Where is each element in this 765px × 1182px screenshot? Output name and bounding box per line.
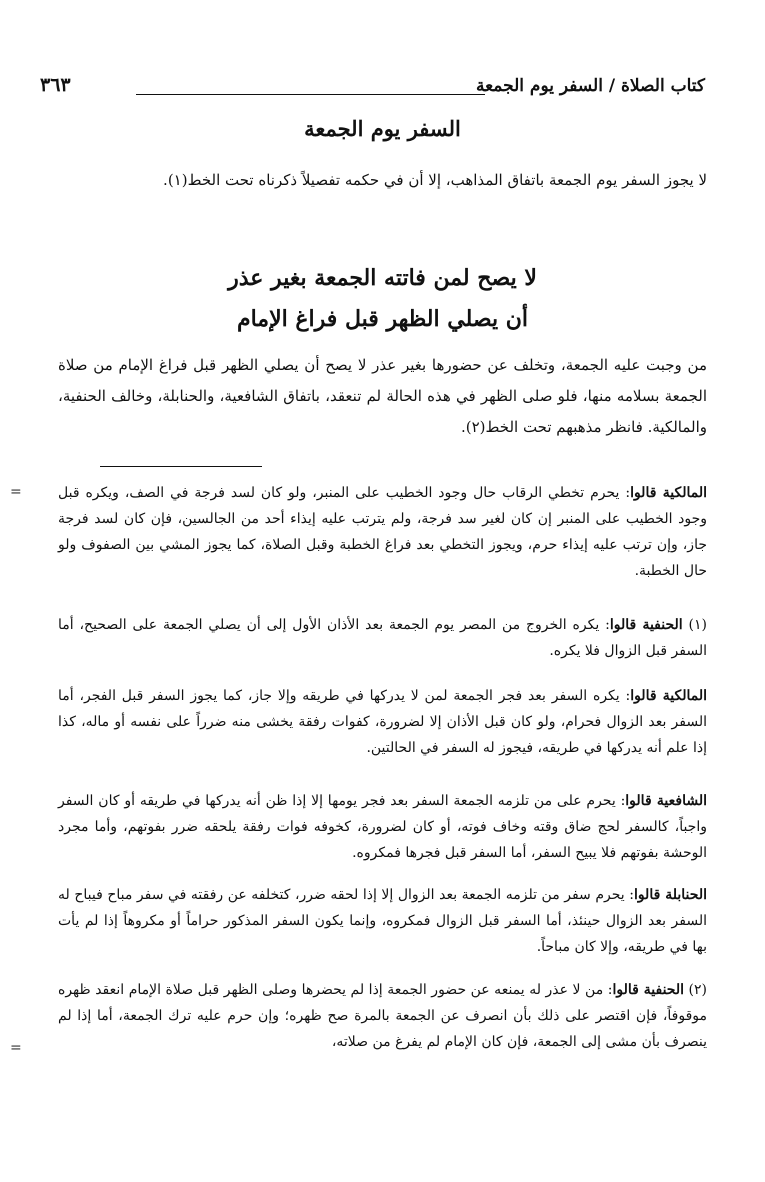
footnote-text: : يحرم سفر من تلزمه الجمعة بعد الزوال إلا إذا لحقه ضرر، كتخلفه عن رفقته في سفر مباح فيباح له السفر بعد الزوال حينئذ، أما السفر قبل الزوال فمكروه، وإنما يكون السفر المذكور حراماً أو مكروهاً إذا لم يأت بها في طريقه، وإلا كان مباحاً. [58, 887, 707, 955]
footnote-school: الحنابلة قالوا [633, 887, 707, 903]
running-header [40, 70, 705, 106]
footnote-maliki-crossing [58, 480, 707, 584]
footnote-text: : يحرم على من تلزمه الجمعة السفر بعد فجر يومها إلا إذا ظن أنه يدركها في طريقه أو كان السفر واجباً، كالسفر لحج ضاق وقته وخاف فوته، أو كان لضرورة، كخوفه فوات رفقة يلحقه ضرر بفوتهم، وأما مجرد الوحشة بفوتهم فلا يبيح السفر، أما السفر قبل فجرها فمكروه. [58, 793, 707, 861]
paragraph-travel: لا يجوز السفر يوم الجمعة باتفاق المذاهب، إلا أن في حكمه تفصيلاً ذكرناه تحت الخط(١). [163, 171, 707, 189]
footnote-separator [100, 466, 262, 467]
footnote-number: (١) [682, 617, 708, 633]
header-title: كتاب الصلاة / السفر يوم الجمعة [475, 76, 705, 96]
footnote-school: الحنفية قالوا [612, 982, 684, 998]
footnote-1-hanafi [58, 612, 707, 664]
paragraph-missed-jumuah: من وجبت عليه الجمعة، وتخلف عن حضورها بغير عذر لا يصح أن يصلي الظهر قبل فراغ الإمام من صلاة الجمعة بسلامه منها، فلو صلى الظهر في هذه الحالة لم تنعقد، باتفاق الشافعية، والحنابلة، وخالف الحنفية، والمالكية. فانظر مذهبهم تحت الخط(٢). [58, 356, 707, 436]
continuation-mark: = [10, 484, 22, 500]
footnote-1-maliki [58, 683, 707, 761]
footnote-number: (٢) [684, 982, 708, 998]
continuation-mark: = [10, 1040, 22, 1056]
section-title-travel: السفر يوم الجمعة [304, 116, 461, 141]
footnote-school: المالكية قالوا [630, 688, 707, 704]
footnote-1-hanbali [58, 882, 707, 960]
section-heading-line-1: لا يصح لمن فاتته الجمعة بغير عذر [228, 265, 537, 291]
footnote-school: الشافعية قالوا [625, 793, 707, 809]
footnote-2-hanafi [58, 977, 707, 1055]
footnote-text: : من لا عذر له يمنعه عن حضور الجمعة إذا لم يحضرها وصلى الظهر قبل صلاة الإمام انعقد ظهره موقوفاً، فإن اقتصر على ذلك بأن انصرف عن الجمعة بالمرة صح ظهره؛ وإن حرم عليه ترك الجمعة، أما إذا لم ينصرف بأن مشى إلى الجمعة، فإن كان الإمام لم يفرغ من صلاته، [58, 982, 707, 1050]
footnote-1-shafii [58, 788, 707, 866]
footnote-school: الحنفية قالوا [609, 617, 683, 633]
footnote-school: المالكية قالوا [630, 485, 708, 501]
footnote-text: : يكره الخروج من المصر يوم الجمعة بعد الأذان الأول إلى أن يصلي الجمعة على الصحيح، أما السفر قبل الزوال فلا يكره. [58, 617, 707, 659]
footnote-text: : يكره السفر بعد فجر الجمعة لمن لا يدركها في طريقه وإلا جاز، كما يجوز السفر قبل الفجر، أما السفر بعد الزوال فحرام، ولو كان قبل الأذان إلا لضرورة، كفوات رفقة يخشى منه ضرراً على نفسه أو ماله، كذا إذا علم أنه يدركها في طريقه، فيجوز له السفر في الحالتين. [58, 688, 707, 756]
header-rule [136, 94, 485, 95]
footnote-text: : يحرم تخطي الرقاب حال وجود الخطيب على المنبر، ولو كان لسد فرجة في الصف، ويكره قبل وجود الخطيب على المنبر إن كان لغير سد فرجة، ولم يترتب عليه إيذاء أحد من الجالسين، فإن كان لسد فرجة جاز، وإن ترتب عليه إيذاء حرم، ويجوز التخطي بعد فراغ الخطبة وقبل الصلاة، كما يجوز المشي بين الصفوف ولو حال الخطبة. [58, 485, 707, 579]
page-number: ٣٦٣ [40, 74, 71, 96]
section-heading-line-2: أن يصلي الظهر قبل فراغ الإمام [236, 306, 528, 332]
